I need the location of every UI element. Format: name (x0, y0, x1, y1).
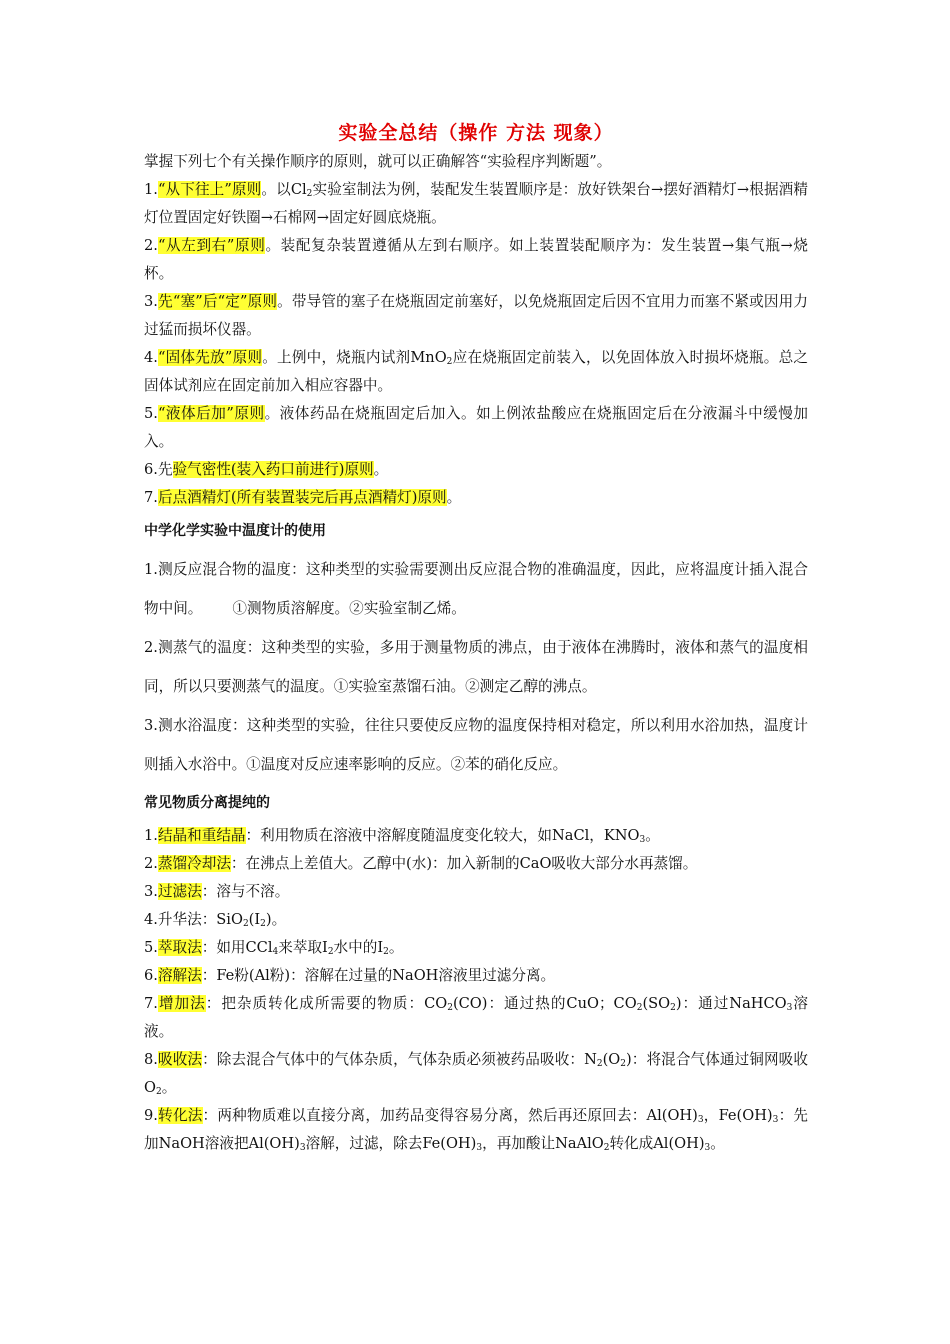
principle-name: 后点酒精灯(所有装置装完后再点酒精灯)原则 (157, 489, 447, 506)
method-name: 增加法 (157, 995, 206, 1012)
method-item: 2.蒸馏冷却法：在沸点上差值大。乙醇中(水)：加入新制的CaO吸收大部分水再蒸馏。 (144, 855, 698, 872)
method-name: 吸收法 (157, 1051, 203, 1068)
principle-item: 2.“从左到右”原则。装配复杂装置遵循从左到右顺序。如上装置装配顺序为：发生装置→集气瓶→烧杯。 (144, 237, 808, 282)
thermometer-list (144, 550, 808, 784)
thermometer-heading: 中学化学实验中温度计的使用 (144, 523, 326, 539)
thermometer-item: 1.测反应混合物的温度：这种类型的实验需要测出反应混合物的准确温度，因此，应将温度计插入混合物中间。 ①测物质溶解度。②实验室制乙烯。 (144, 561, 808, 617)
method-item: 1.结晶和重结晶：利用物质在溶液中溶解度随温度变化较大，如NaCl，$KNO_3$。 (144, 827, 660, 845)
method-name: 转化法 (157, 1107, 203, 1124)
method-name: 结晶和重结晶 (157, 827, 246, 844)
separation-heading: 常见物质分离提纯的 (144, 795, 270, 811)
document-page (144, 118, 808, 1158)
principle-name: 验气密性(装入药口前进行)原则 (172, 461, 374, 478)
thermometer-item: 2.测蒸气的温度：这种类型的实验，多用于测量物质的沸点，由于液体在沸腾时，液体和蒸气的温度相同，所以只要测蒸气的温度。①实验室蒸馏石油。②测定乙醇的沸点。 (144, 639, 808, 695)
separation-list (144, 822, 808, 1158)
method-name: 过滤法 (157, 883, 202, 900)
method-item: 9.转化法：两种物质难以直接分离，加药品变得容易分离，然后再还原回去：$Al(OH)_3$，$Fe(OH)_3$：先加NaOH溶液把$Al(OH)_3$溶解，过滤，除去$Fe(OH)_3$，再加酸让NaAlO$_2$转化成$Al(OH)_3$。 (144, 1107, 808, 1153)
principle-name: “液体后加”原则 (157, 405, 265, 422)
principle-item: 3.先“塞”后“定”原则。带导管的塞子在烧瓶固定前塞好，以免烧瓶固定后因不宜用力而塞不紧或因用力过猛而损坏仪器。 (144, 293, 809, 338)
principle-item: 1.“从下往上”原则。以$Cl_2$实验室制法为例，装配发生装置顺序是：放好铁架台→摆好酒精灯→根据酒精灯位置固定好铁圈→石棉网→固定好圆底烧瓶。 (144, 181, 808, 226)
thermometer-item: 3.测水浴温度：这种类型的实验，往往只要使反应物的温度保持相对稳定，所以利用水浴加热，温度计则插入水浴中。①温度对反应速率影响的反应。②苯的硝化反应。 (144, 717, 808, 773)
method-item: 3.过滤法：溶与不溶。 (144, 883, 290, 900)
method-name: 蒸馏冷却法 (157, 855, 231, 872)
principles-list (144, 176, 808, 512)
method-item: 8.吸收法：除去混合气体中的气体杂质，气体杂质必须被药品吸收：$N_2(O_2)$：将混合气体通过铜网吸收$O_2$。 (144, 1051, 808, 1097)
principle-item: 7.后点酒精灯(所有装置装完后再点酒精灯)原则。 (144, 489, 462, 506)
principle-name: “从左到右”原则 (157, 237, 266, 254)
principle-item: 6.先验气密性(装入药口前进行)原则。 (144, 461, 389, 478)
principle-name: “从下往上”原则 (157, 181, 262, 198)
method-item: 4.升华法：$SiO_2(I_2)$。 (144, 911, 287, 929)
method-item: 5.萃取法：如用CCl$_4$来萃取$I_2$水中的$I_2$。 (144, 939, 404, 957)
method-item: 7.增加法：把杂质转化成所需要的物质：$CO_2(CO)$：通过热的CuO；$CO_2(SO_2)$：通过NaHCO$_3$溶液。 (144, 995, 808, 1040)
method-name: 溶解法 (157, 967, 202, 984)
intro-text: 掌握下列七个有关操作顺序的原则，就可以正确解答“实验程序判断题”。 (144, 153, 612, 170)
method-name: 萃取法 (157, 939, 202, 956)
method-item: 6.溶解法：Fe粉(Al粉)：溶解在过量的NaOH溶液里过滤分离。 (144, 967, 556, 984)
principle-name: “固体先放”原则 (157, 349, 263, 366)
principle-name: 先“塞”后“定”原则 (157, 293, 278, 310)
principle-item: 4.“固体先放”原则。上例中，烧瓶内试剂MnO$_2$应在烧瓶固定前装入，以免固体放入时损坏烧瓶。总之固体试剂应在固定前加入相应容器中。 (144, 349, 808, 394)
principle-item: 5.“液体后加”原则。液体药品在烧瓶固定后加入。如上例浓盐酸应在烧瓶固定后在分液漏斗中缓慢加入。 (144, 405, 808, 450)
page-title: 实验全总结（操作 方法 现象） (338, 122, 614, 144)
